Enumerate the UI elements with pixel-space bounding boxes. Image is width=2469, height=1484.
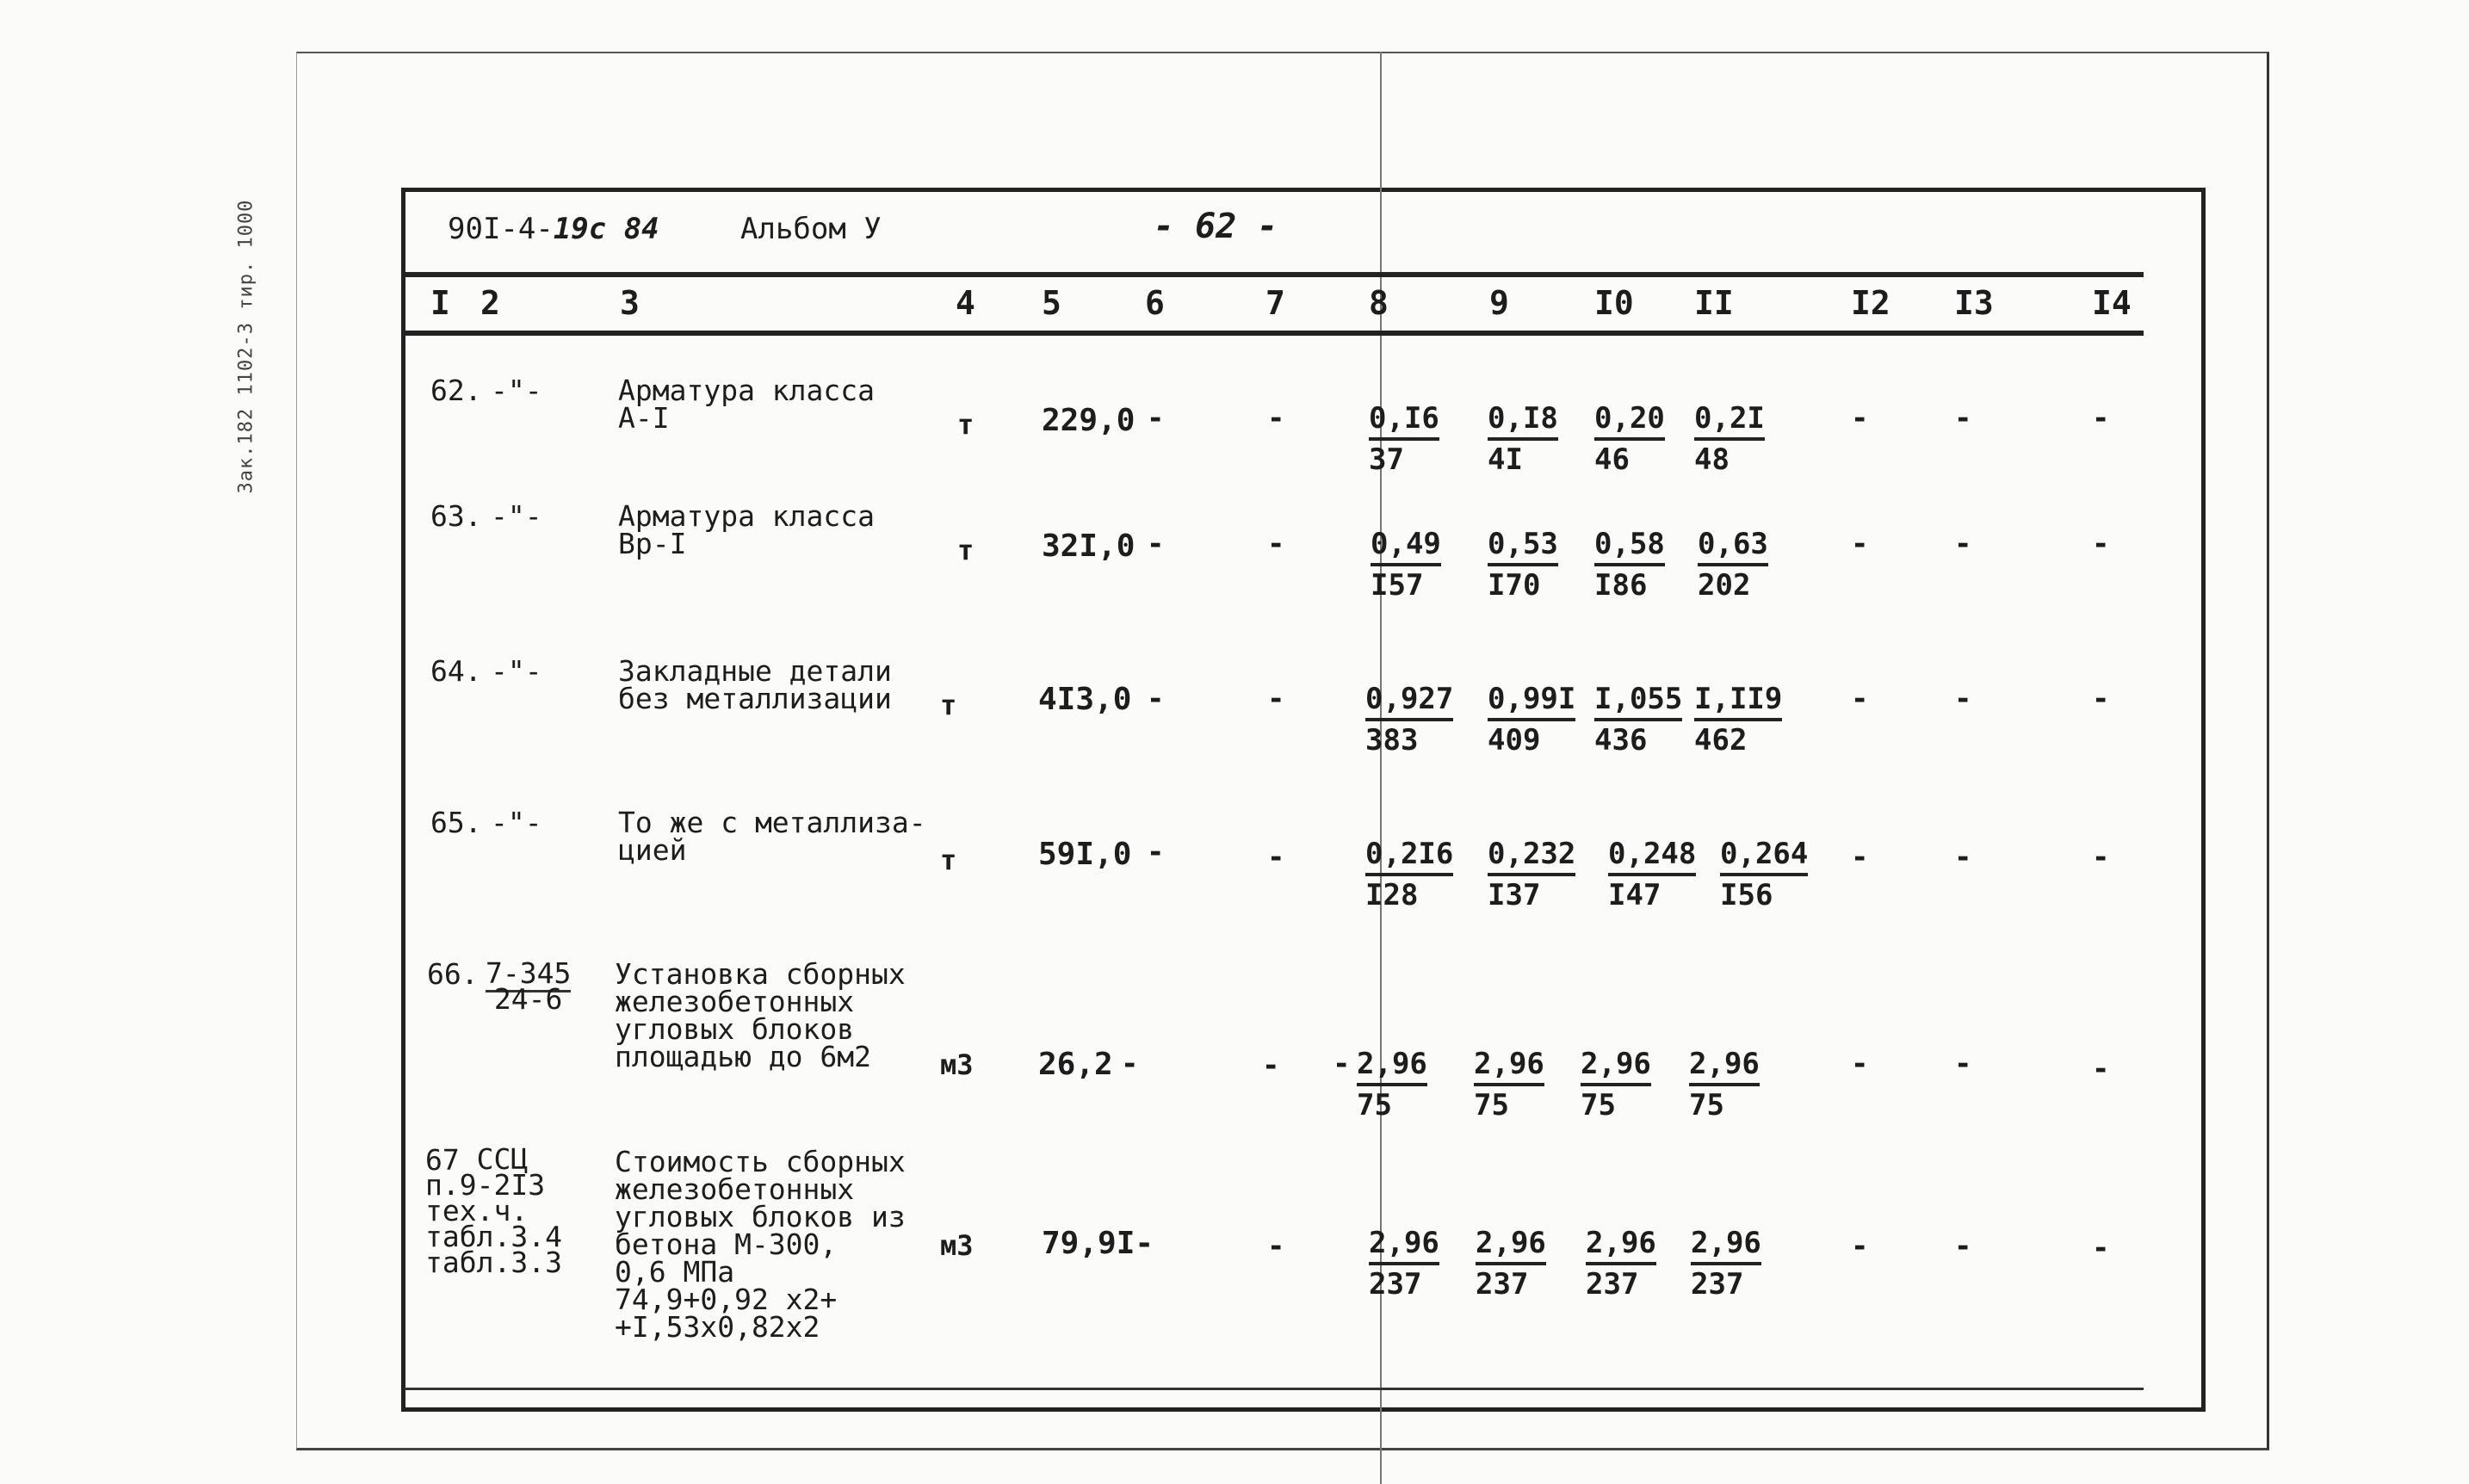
fraction-col8 bbox=[1371, 527, 1441, 603]
col-header-9: 9 bbox=[1489, 284, 1509, 322]
ref-numerator: 7-345 bbox=[486, 956, 571, 992]
value-bottom: 75 bbox=[1474, 1088, 1509, 1122]
value-bottom: 237 bbox=[1476, 1267, 1529, 1302]
col-header-11: II bbox=[1694, 284, 1734, 322]
row-col14: - bbox=[2092, 840, 2110, 875]
row-price: 229,0 bbox=[1042, 403, 1135, 438]
value-top: 2,96 bbox=[1581, 1047, 1651, 1086]
col-header-13: I3 bbox=[1954, 284, 1994, 322]
row-col7: - bbox=[1267, 527, 1285, 561]
row-number: 67 bbox=[425, 1143, 460, 1177]
side-stamp: Зак.182 1102-3 тир. 1000 bbox=[235, 199, 257, 494]
row-col6: - bbox=[1121, 1047, 1139, 1081]
row-unit: т bbox=[957, 408, 975, 441]
fraction-col10 bbox=[1594, 401, 1665, 477]
row-ref: -"- bbox=[491, 806, 542, 839]
value-bottom: 436 bbox=[1594, 723, 1648, 757]
row-col12: - bbox=[1851, 840, 1869, 875]
col-header-14: I4 bbox=[2092, 284, 2132, 322]
fraction-col10 bbox=[1594, 682, 1682, 757]
row-col14: - bbox=[2092, 1052, 2110, 1086]
col-header-2: 2 bbox=[480, 284, 500, 322]
row-number: 63. bbox=[430, 499, 482, 533]
value-top: 0,2I6 bbox=[1365, 837, 1453, 876]
fraction-col8 bbox=[1365, 837, 1453, 912]
ref-line: ССЦ п.9-2I3 тех.ч. табл.3.4 табл.3.3 bbox=[425, 1142, 562, 1279]
value-top: 0,232 bbox=[1488, 837, 1575, 876]
row-col14: - bbox=[2092, 682, 2110, 716]
row-price: 79,9I- bbox=[1042, 1226, 1154, 1261]
value-top: 0,I6 bbox=[1369, 401, 1439, 441]
row-col14: - bbox=[2092, 527, 2110, 561]
value-top: I,II9 bbox=[1694, 682, 1782, 721]
fraction-col10 bbox=[1586, 1226, 1656, 1302]
value-top: 0,927 bbox=[1365, 682, 1453, 721]
row-name: Закладные детали без металлизации bbox=[618, 654, 892, 715]
row-col13: - bbox=[1954, 840, 1972, 875]
ref-denominator: 24-6 bbox=[493, 982, 563, 1016]
fraction-col8 bbox=[1365, 682, 1453, 757]
row-col6: - bbox=[1147, 835, 1165, 869]
row-col7: - bbox=[1267, 401, 1285, 436]
row-col6: - bbox=[1147, 527, 1165, 561]
fraction-col8 bbox=[1369, 401, 1439, 477]
value-top: 2,96 bbox=[1586, 1226, 1656, 1265]
row-name: Арматура класса А-I bbox=[618, 374, 876, 435]
value-top: 2,96 bbox=[1476, 1226, 1546, 1265]
value-top: 0,49 bbox=[1371, 527, 1441, 566]
value-bottom: 37 bbox=[1369, 442, 1404, 477]
fraction-col11 bbox=[1691, 1226, 1761, 1302]
col-header-7: 7 bbox=[1265, 284, 1285, 322]
fraction-col11 bbox=[1694, 682, 1782, 757]
value-top: 0,20 bbox=[1594, 401, 1665, 441]
row-name: Арматура класса Вр-I bbox=[618, 499, 876, 560]
row-col8-prefix-dash: - bbox=[1333, 1047, 1351, 1081]
fraction-col9 bbox=[1476, 1226, 1546, 1302]
fraction-col8 bbox=[1357, 1047, 1427, 1122]
row-ref bbox=[486, 956, 572, 1016]
row-col7: - bbox=[1267, 1229, 1285, 1264]
value-bottom: 237 bbox=[1369, 1267, 1422, 1302]
fraction-col10 bbox=[1581, 1047, 1651, 1122]
value-bottom: 409 bbox=[1488, 723, 1541, 757]
value-bottom: 48 bbox=[1694, 442, 1730, 477]
document-code-handwritten: 19c 84 bbox=[553, 212, 659, 246]
fraction-col11 bbox=[1720, 837, 1808, 912]
value-bottom: 237 bbox=[1691, 1267, 1744, 1302]
row-col12: - bbox=[1851, 1047, 1869, 1081]
value-bottom: 75 bbox=[1357, 1088, 1392, 1122]
row-col6: - bbox=[1147, 682, 1165, 716]
col-header-5: 5 bbox=[1042, 284, 1061, 322]
value-bottom: 237 bbox=[1586, 1267, 1639, 1302]
row-name: Установка сборных железобетонных угловых блоков площадью до 6м2 bbox=[615, 957, 906, 1073]
value-top: 2,96 bbox=[1369, 1226, 1439, 1265]
page-number: - 62 - bbox=[1154, 207, 1278, 246]
value-top: I,055 bbox=[1594, 682, 1682, 721]
row-col6: - bbox=[1147, 401, 1165, 436]
value-bottom: I70 bbox=[1488, 568, 1541, 603]
table-bottom-rule bbox=[405, 1388, 2144, 1390]
fraction-col11 bbox=[1689, 1047, 1760, 1122]
value-top: 0,I8 bbox=[1488, 401, 1558, 441]
value-top: 0,248 bbox=[1608, 837, 1696, 876]
row-col13: - bbox=[1954, 682, 1972, 716]
value-bottom: I57 bbox=[1371, 568, 1424, 603]
col-header-10: I0 bbox=[1594, 284, 1634, 322]
value-top: 0,53 bbox=[1488, 527, 1558, 566]
value-top: 2,96 bbox=[1474, 1047, 1544, 1086]
row-price: 32I,0 bbox=[1042, 529, 1135, 564]
col-header-1: I bbox=[430, 284, 450, 322]
row-name: То же с металлиза- цией bbox=[618, 806, 926, 867]
value-bottom: I86 bbox=[1594, 568, 1648, 603]
value-top: 2,96 bbox=[1357, 1047, 1427, 1086]
col-header-12: I2 bbox=[1851, 284, 1890, 322]
row-name: Стоимость сборных железобетонных угловых блоков из бетона М-300, 0,6 МПа 74,9+0,92 х2+ +I,53х0,82х2 bbox=[615, 1145, 906, 1344]
col-header-6: 6 bbox=[1145, 284, 1165, 322]
row-number: 66. bbox=[427, 957, 479, 991]
fraction-col10 bbox=[1608, 837, 1696, 912]
row-price: 59I,0 bbox=[1038, 837, 1132, 872]
fraction-col9 bbox=[1488, 837, 1575, 912]
value-top: 0,58 bbox=[1594, 527, 1665, 566]
header-rule-top bbox=[405, 272, 2144, 277]
value-bottom: 75 bbox=[1581, 1088, 1616, 1122]
fraction-col10 bbox=[1594, 527, 1665, 603]
value-bottom: I28 bbox=[1365, 878, 1419, 912]
value-bottom: 462 bbox=[1694, 723, 1748, 757]
row-col13: - bbox=[1954, 527, 1972, 561]
row-unit: т bbox=[940, 844, 957, 876]
row-col13: - bbox=[1954, 1229, 1972, 1264]
value-bottom: 75 bbox=[1689, 1088, 1724, 1122]
value-top: 0,99I bbox=[1488, 682, 1575, 721]
row-price: 26,2 bbox=[1038, 1047, 1113, 1082]
row-col12: - bbox=[1851, 682, 1869, 716]
value-bottom: 46 bbox=[1594, 442, 1630, 477]
value-bottom: I56 bbox=[1720, 878, 1773, 912]
row-col12: - bbox=[1851, 527, 1869, 561]
row-col12: - bbox=[1851, 401, 1869, 436]
row-col13: - bbox=[1954, 1047, 1972, 1081]
row-number: 65. bbox=[430, 806, 482, 839]
row-col12: - bbox=[1851, 1229, 1869, 1264]
col-header-3: 3 bbox=[620, 284, 640, 322]
fraction-col8 bbox=[1369, 1226, 1439, 1302]
row-ref bbox=[425, 1142, 562, 1279]
album-label: Альбом У bbox=[740, 212, 882, 246]
row-col14: - bbox=[2092, 401, 2110, 436]
value-bottom: 202 bbox=[1698, 568, 1751, 603]
document-code-printed: 90I-4- bbox=[448, 212, 554, 246]
row-unit: м3 bbox=[940, 1048, 974, 1081]
row-unit: т bbox=[957, 534, 975, 566]
row-price: 4I3,0 bbox=[1038, 682, 1132, 717]
value-top: 0,2I bbox=[1694, 401, 1765, 441]
row-ref: -"- bbox=[491, 374, 542, 407]
value-bottom: I37 bbox=[1488, 878, 1541, 912]
row-col7: - bbox=[1267, 840, 1285, 875]
col-header-8: 8 bbox=[1369, 284, 1389, 322]
fraction-col9 bbox=[1488, 527, 1558, 603]
row-col14: - bbox=[2092, 1231, 2110, 1265]
row-col7: - bbox=[1267, 682, 1285, 716]
value-top: 0,63 bbox=[1698, 527, 1768, 566]
fraction-col9 bbox=[1474, 1047, 1544, 1122]
col-header-4: 4 bbox=[956, 284, 975, 322]
row-number: 62. bbox=[430, 374, 482, 407]
fraction-col11 bbox=[1694, 401, 1765, 477]
row-unit: т bbox=[940, 689, 957, 721]
row-number: 64. bbox=[430, 654, 482, 688]
value-bottom: 383 bbox=[1365, 723, 1419, 757]
row-unit: м3 bbox=[940, 1229, 974, 1262]
value-top: 2,96 bbox=[1689, 1047, 1760, 1086]
fraction-col9 bbox=[1488, 401, 1558, 477]
header-rule-bottom bbox=[405, 331, 2144, 336]
value-bottom: I47 bbox=[1608, 878, 1661, 912]
fraction-col9 bbox=[1488, 682, 1575, 757]
fraction-col11 bbox=[1698, 527, 1768, 603]
value-top: 2,96 bbox=[1691, 1226, 1761, 1265]
row-col7: - bbox=[1262, 1048, 1280, 1083]
row-col13: - bbox=[1954, 401, 1972, 436]
value-bottom: 4I bbox=[1488, 442, 1523, 477]
row-ref: -"- bbox=[491, 499, 542, 533]
document-code bbox=[448, 212, 659, 246]
value-top: 0,264 bbox=[1720, 837, 1808, 876]
row-ref: -"- bbox=[491, 654, 542, 688]
